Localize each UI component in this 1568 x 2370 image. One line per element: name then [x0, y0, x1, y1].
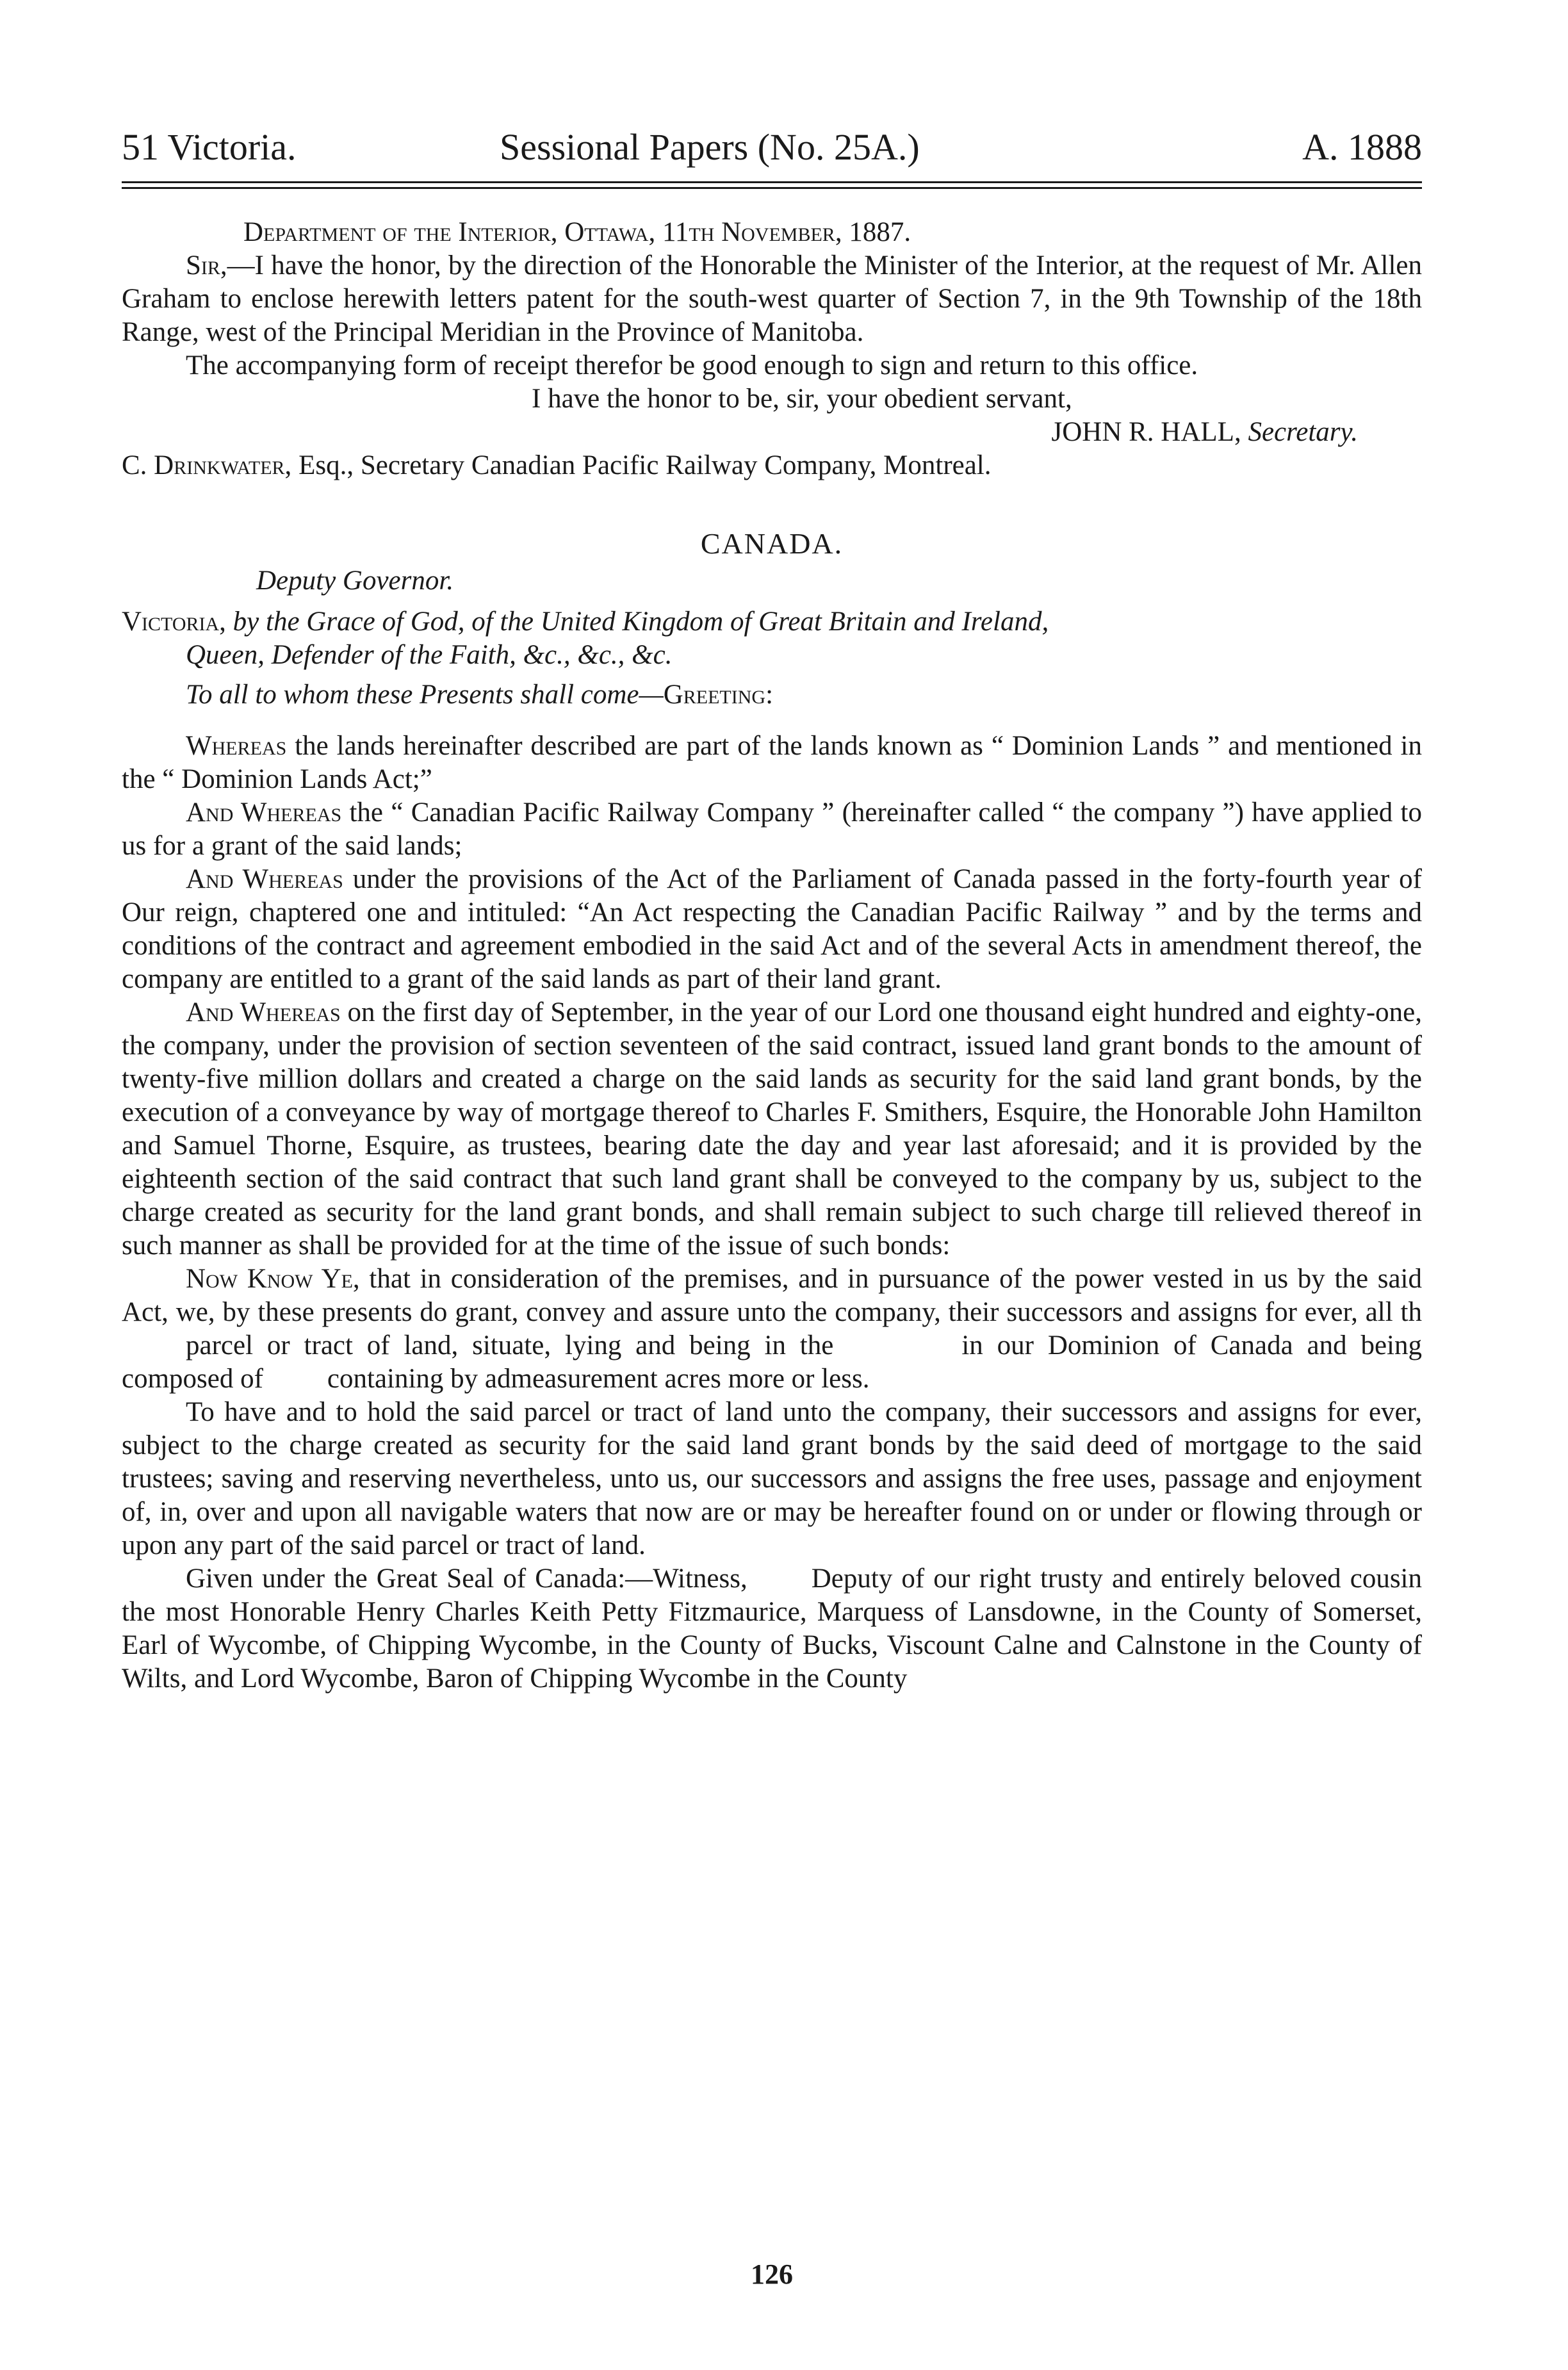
- recital-4-lead: And Whereas: [186, 997, 341, 1027]
- grant-clause-text-d: containing by admeasurement acres more or less.: [327, 1364, 870, 1394]
- grant-clause-text-b: parcel or tract of land, situate, lying and being in the: [186, 1330, 834, 1361]
- recital-1-lead: Whereas: [186, 731, 287, 761]
- recital-2-lead: And Whereas: [186, 797, 342, 828]
- greeting-word: Greeting: [663, 680, 766, 710]
- grant-clause: [122, 1263, 1422, 1396]
- document-page: [122, 118, 1423, 2290]
- testimonium-text-a: Given under the Great Seal of Canada:—Witness,: [186, 1564, 747, 1594]
- grant-clause-text-a: that in consideration of the premises, and in pursuance of the power vested in us by the said Act, we, by these presents do grant, convey and assure unto the company, their successors and assigns for ever, all th: [122, 1264, 1423, 1327]
- addressee-name: C. Drinkwater,: [122, 450, 292, 480]
- page-number: 126: [751, 2259, 793, 2290]
- recital-2: [122, 796, 1422, 863]
- header-rule-bottom: [122, 187, 1422, 189]
- royal-titles-text: by the Grace of God, of the United Kingdom of Great Britain and Ireland,: [233, 607, 1049, 637]
- recital-4-text: on the first day of September, in the year of our Lord one thousand eight hundred and eighty-one, the company, under the provision of section seventeen of the said contract, issued land grant bonds to the amount of twenty-five million dollars and created a charge on the said lands as security for the said land grant bonds, by the execution of a conveyance by way of mortgage thereof to Charles F. Smithers, Esquire, the Honorable John Hamilton and Samuel Thorne, Esquire, as trustees, bearing date the day and year last aforesaid; and it is provided by the eighteenth section of the said contract that such land grant shall be conveyed to the company by us, subject to the charge created as security for the land grant bonds, and shall remain subject to such charge till relieved thereof in such manner as shall be provided for at the time of the issue of such bonds:: [122, 997, 1422, 1261]
- letter-paragraph-2: The accompanying form of receipt therefor be good enough to sign and return to this office.: [186, 350, 1198, 380]
- letters-patent: [122, 527, 1422, 1696]
- patent-heading: CANADA.: [700, 527, 844, 560]
- signature-title: Secretary.: [1248, 417, 1358, 447]
- to-all-text: To all to whom these Presents shall come—: [186, 680, 664, 710]
- letter-closing: I have the honor to be, sir, your obedient servant,: [532, 384, 1072, 414]
- royal-titles-line-1: [122, 605, 1422, 639]
- greeting-line: [122, 678, 1422, 712]
- letter-paragraph-1-text: —I have the honor, by the direction of the Honorable the Minister of the Interior, at the request of Mr. Allen Graham to enclose herewith letters patent for the south-west quarter of Section 7, in the 9th Township of the 18th Range, west of the Principal Meridian in the Province of Manitoba.: [122, 250, 1422, 347]
- letter-dateline: Department of the Interior, Ottawa, 11th November, 1887.: [243, 217, 911, 247]
- letter-paragraph-1: [122, 249, 1422, 349]
- testimonium-clause: [122, 1562, 1422, 1696]
- recital-1: [122, 730, 1422, 796]
- letter-signature: [122, 416, 1422, 449]
- letter: [122, 216, 1422, 482]
- running-header: [122, 118, 1422, 176]
- letter-addressee: [122, 449, 1422, 482]
- addressee-rest: Esq., Secretary Canadian Pacific Railway Company, Montreal.: [298, 450, 992, 480]
- victoria-name: Victoria,: [122, 607, 226, 637]
- recital-4: [122, 996, 1422, 1263]
- recital-3-lead: And Whereas: [186, 864, 343, 894]
- royal-titles: [122, 605, 1422, 672]
- habendum-clause: To have and to hold the said parcel or tract of land unto the company, their successors and assigns for ever, subject to the charge created as security for the said land grant bonds by the said deed of mortgage to the said trustees; saving and reserving nevertheless, unto us, our successors and assigns the free uses, passage and enjoyment of, in, over and upon all navigable waters that now are or may be hereafter found on or under or flowing through or upon any part of the said parcel or tract of land.: [122, 1397, 1422, 1560]
- testimonium-text-b: Deputy of our right trusty and entirely beloved cousin the most Honorable Henry Charles Keith Petty Fitzmaurice, Marquess of Lansdowne, in the County of Somerset, Earl of Wycombe, of Chipping Wycombe, in the County of Bucks, Viscount Calne and Calnstone in the County of Wilts, and Lord Wycombe, Baron of Chipping Wycombe in the County: [122, 1564, 1423, 1694]
- grant-clause-text-c: in our Dominion of Canada and being composed of: [122, 1330, 1422, 1394]
- header-rule-top: [122, 181, 1422, 183]
- header-year: A. 1888: [1302, 126, 1422, 168]
- grant-clause-lead: Now Know Ye,: [186, 1264, 360, 1294]
- recital-3-text: under the provisions of the Act of the Parliament of Canada passed in the forty-fourth year of Our reign, chaptered one and intituled: “An Act respecting the Canadian Pacific Railway ” and by the terms and conditions of the contract and agreement embodied in the said Act and of the several Acts in amendment thereof, the company are entitled to a grant of the said lands as part of their land grant.: [122, 864, 1422, 994]
- recital-1-text: the lands hereinafter described are part of the lands known as “ Dominion Lands ” and mentioned in the “ Dominion Lands Act;”: [122, 731, 1422, 794]
- header-title: Sessional Papers (No. 25A.): [500, 126, 920, 168]
- header-session: 51 Victoria.: [122, 126, 297, 168]
- recital-2-text: the “ Canadian Pacific Railway Company ” (hereinafter called “ the company ”) have applied to us for a grant of the said lands;: [122, 797, 1423, 861]
- letter-salutation: Sir,: [186, 250, 227, 281]
- royal-titles-line-2: Queen, Defender of the Faith, &c., &c., &c.: [186, 640, 673, 670]
- greeting-colon: :: [765, 680, 774, 710]
- patent-deputy-governor: Deputy Governor.: [256, 566, 454, 596]
- recitals: [122, 730, 1422, 1696]
- recital-3: [122, 863, 1422, 996]
- signature-name: JOHN R. HALL,: [1051, 417, 1241, 447]
